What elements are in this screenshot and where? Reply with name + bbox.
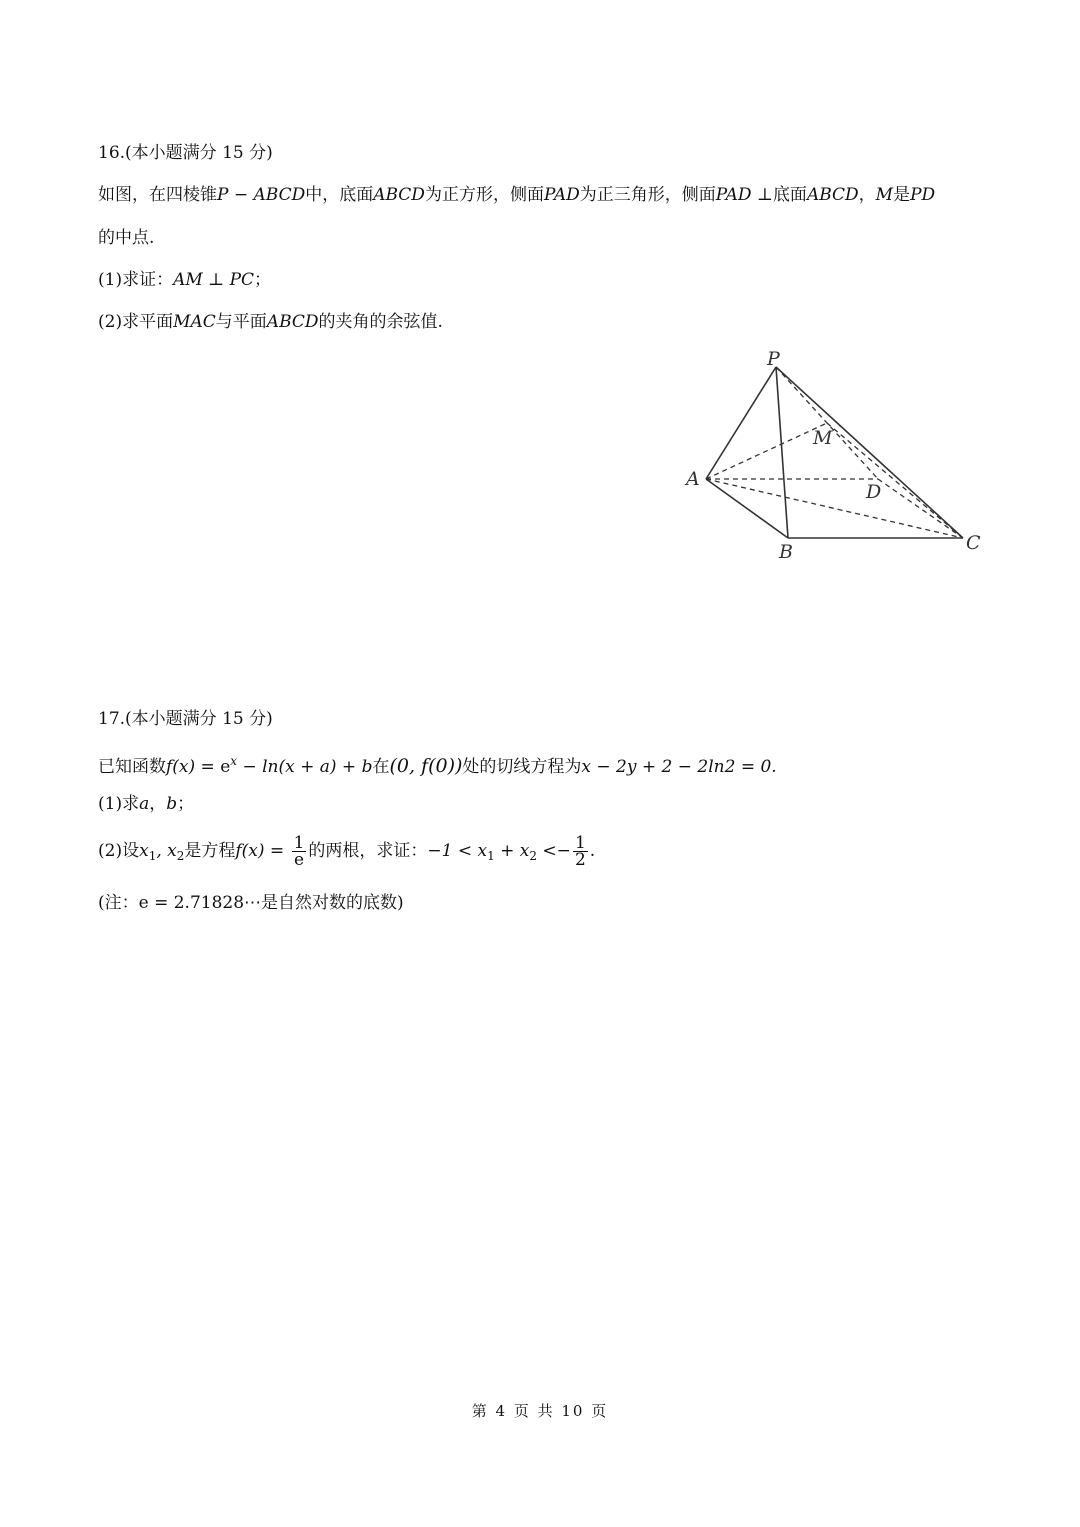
q16-face2: PAD ⊥ [715, 185, 773, 205]
q17-p1-b: b [166, 794, 178, 814]
q17-frac2-den: 2 [574, 850, 586, 870]
q16-seg-pd: PD [910, 185, 936, 205]
q17-ineq-c: <− [537, 841, 571, 861]
q17-intro-mid: 在 [372, 757, 390, 777]
q17-p2-mid: 是方程 [184, 841, 236, 861]
label-d: D [866, 481, 882, 503]
q17-intro [98, 750, 777, 778]
q16-pyramid: P − ABCD [217, 185, 306, 205]
q17-part2 [98, 834, 595, 873]
q17-frac-1-over-e [292, 835, 307, 868]
label-a: A [686, 468, 700, 490]
label-m: M [813, 427, 833, 449]
pyramid-figure [680, 345, 1000, 565]
q16-base2: ABCD [806, 185, 859, 205]
q17-p2-f: f(x) = [235, 841, 290, 861]
q17-frac-num: 1 [293, 833, 305, 853]
q17-func-rest: − ln(x + a) + b [237, 757, 373, 777]
q16-part2 [98, 311, 443, 333]
q16-p2-mid: 与平面 [215, 312, 267, 332]
q17-note: (注：e = 2.71828⋯是自然对数的底数) [98, 893, 404, 913]
q16-point-m: M [875, 185, 894, 205]
q17-ineq-sub2: 2 [529, 849, 538, 863]
q16-header: 16.(本小题满分 15 分) [98, 143, 273, 163]
q16-p2-plane1: MAC [173, 312, 216, 332]
q17-tangent: x − 2y + 2 − 2ln2 = 0. [581, 757, 777, 777]
edge-ac [706, 479, 963, 538]
q17-ineq-b: + x [494, 841, 530, 861]
q17-intro-mid2: 处的切线方程为 [462, 757, 582, 777]
edge-mc [827, 423, 963, 538]
q16-intro-prefix: 如图，在四棱锥 [98, 185, 217, 205]
edge-dc [878, 479, 963, 538]
edge-ab [706, 479, 788, 538]
q17-p1-sep: ， [149, 794, 167, 814]
q17-exp-sup: x [230, 754, 238, 768]
q16-base: ABCD [373, 185, 425, 205]
q17-ineq-sub1: 1 [487, 849, 495, 863]
q16-intro-a: 中，底面 [305, 185, 374, 205]
q16-p2-prefix: (2)求平面 [98, 312, 174, 332]
q17-part1 [98, 793, 194, 815]
q17-p1-a: a [139, 794, 150, 814]
q16-intro-line2: 的中点. [98, 228, 155, 248]
q17-p2-prefix: (2)设 [98, 841, 140, 861]
q16-intro-e: ， [858, 185, 876, 205]
edge-pb [776, 367, 788, 538]
q17-p2-sub1: 1 [148, 849, 157, 863]
page-footer: 第 4 页 共 10 页 [471, 1402, 609, 1420]
q16-p1-expr: AM ⊥ PC [173, 270, 255, 290]
q17-header: 17.(本小题满分 15 分) [98, 709, 273, 729]
q17-p2-x2: x [167, 841, 177, 861]
q17-exp-base: e [220, 757, 231, 777]
q16-p1-suffix: ； [254, 270, 272, 290]
edge-pc [776, 367, 963, 538]
q16-part1 [98, 269, 271, 291]
q17-p2-end: . [589, 841, 596, 861]
label-p: P [767, 348, 780, 370]
q16-p1-prefix: (1)求证： [98, 270, 174, 290]
q17-intro-prefix: 已知函数 [98, 757, 166, 777]
q16-p2-plane2: ABCD [266, 312, 319, 332]
q17-frac-den: e [293, 850, 305, 870]
q17-p2-mid2: 的两根，求证： [308, 841, 428, 861]
q17-p1-prefix: (1)求 [98, 794, 140, 814]
q17-p1-suffix: ； [177, 794, 195, 814]
q16-intro-line1 [98, 184, 935, 206]
label-c: C [966, 532, 981, 554]
label-b: B [779, 541, 793, 563]
q16-face: PAD [543, 185, 580, 205]
q17-p2-sub2: 2 [176, 849, 185, 863]
q16-intro-d: 底面 [772, 185, 807, 205]
q17-frac-1-over-2 [573, 835, 588, 868]
q16-intro-f: 是 [893, 185, 911, 205]
q16-intro-b: 为正方形，侧面 [424, 185, 544, 205]
q17-p2-comma: , [156, 841, 168, 861]
q17-p2-x1: x [139, 841, 149, 861]
q16-p2-suffix: 的夹角的余弦值. [318, 312, 443, 332]
q17-func: f(x) = [166, 757, 221, 777]
q17-ineq-a: −1 < x [427, 841, 488, 861]
q17-frac2-num: 1 [574, 833, 586, 853]
q16-intro-c: 为正三角形，侧面 [579, 185, 716, 205]
q17-point: (0, f(0)) [389, 755, 463, 777]
